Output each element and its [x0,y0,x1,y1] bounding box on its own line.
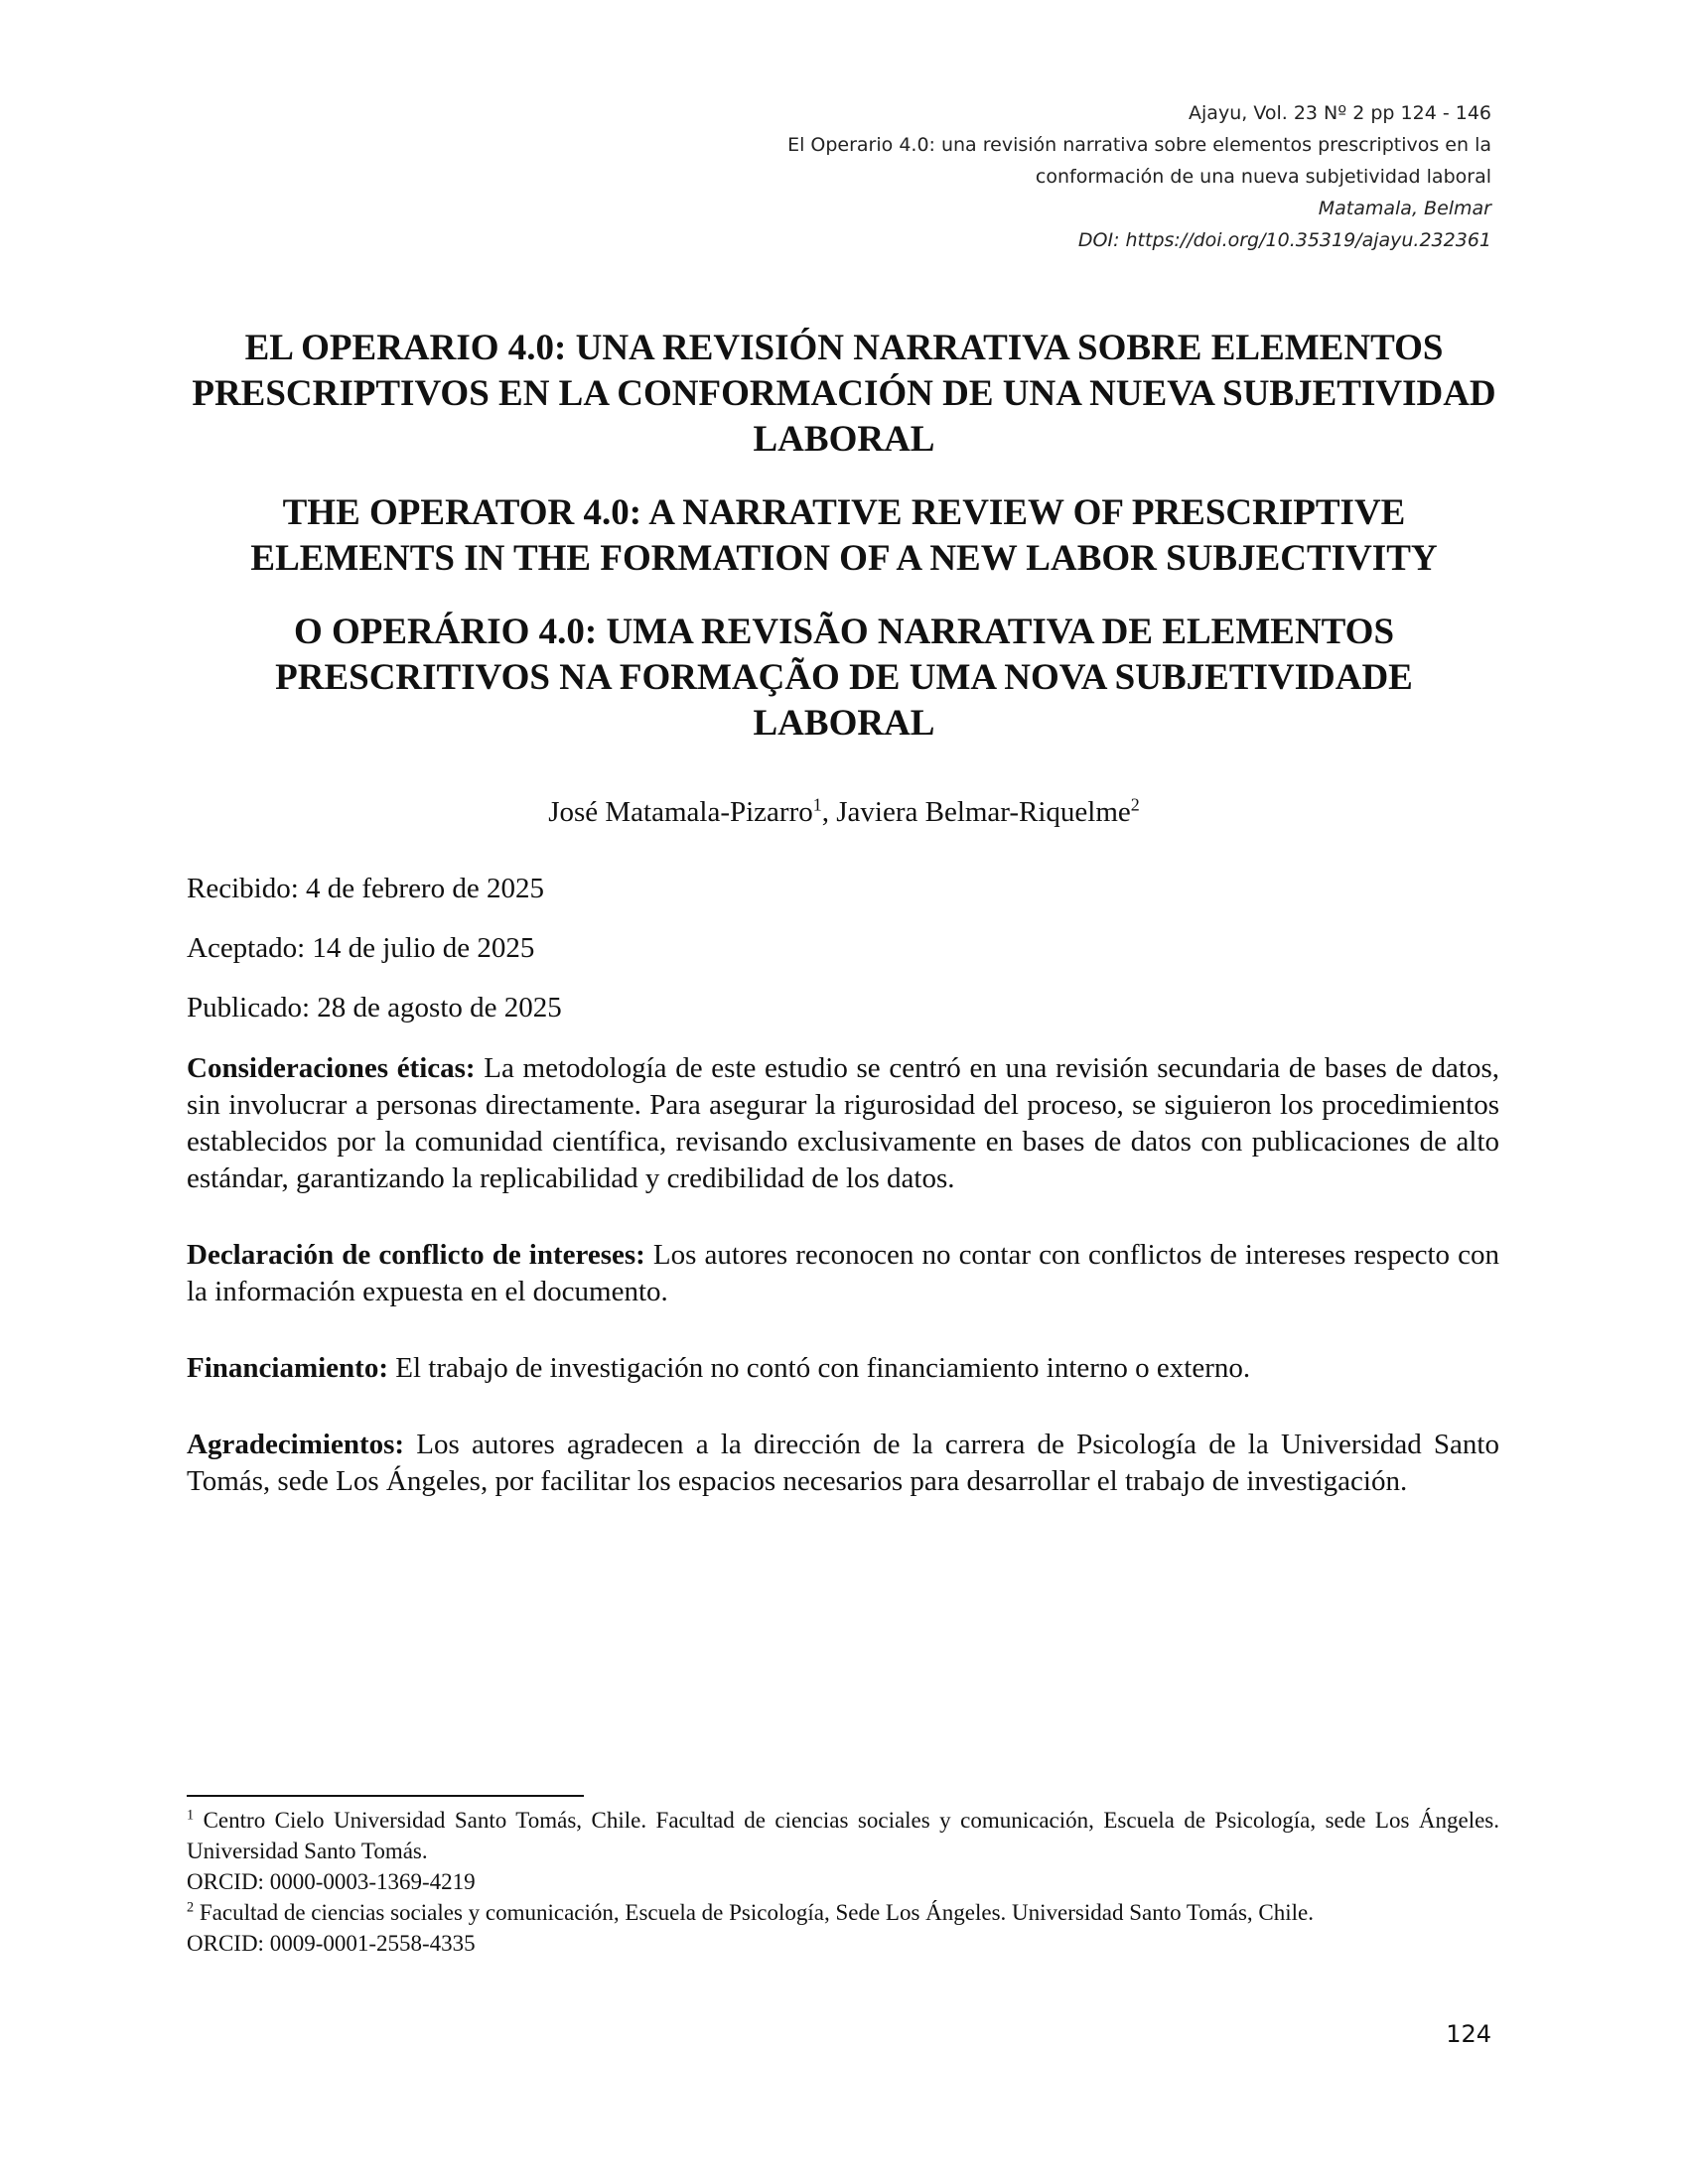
ethics-label: Consideraciones éticas: [187,1052,476,1084]
footnote-2-mark: 2 [187,1899,195,1916]
footnote-2-orcid: ORCID: 0009-0001-2558-4335 [187,1931,476,1956]
author-1-footnote-mark: 1 [812,794,822,815]
footnote-1-mark: 1 [187,1807,195,1824]
conflict-statement [187,1237,1499,1310]
author-2: Javiera Belmar-Riquelme [836,796,1131,828]
footnote-2-text: Facultad de ciencias sociales y comunicación, Escuela de Psicología, Sede Los Ángeles. Universidad Santo Tomás, Chile. [194,1900,1315,1925]
funding-text: El trabajo de investigación no contó con financiamiento interno o externo. [388,1352,1251,1384]
article-titles [187,326,1501,774]
footnotes [187,1805,1499,1959]
journal-citation: Ajayu, Vol. 23 Nº 2 pp 124 - 146 [1189,102,1491,124]
ethics-statement [187,1050,1499,1197]
conflict-text: Los autores reconocen no contar con conflictos de intereses respecto con la información expuesta en el documento. [187,1239,1500,1307]
acknowledgements-text: Los autores agradecen a la dirección de la carrera de Psicología de la Universidad Santo Tomás, sede Los Ángeles, por facilitar los espacios necesarios para desarrollar el trabajo de investigación. [187,1429,1499,1497]
statements [187,1050,1499,1540]
title-spanish: EL OPERARIO 4.0: UNA REVISIÓN NARRATIVA SOBRE ELEMENTOS PRESCRIPTIVOS EN LA CONFORMACIÓN DE UNA NUEVA SUBJETIVIDAD LABORAL [192,328,1496,460]
funding-statement [187,1350,1499,1387]
running-head [787,97,1491,256]
author-2-footnote-mark: 2 [1130,794,1140,815]
short-title-line-2: conformación de una nueva subjetividad laboral [1035,166,1491,188]
author-1: José Matamala-Pizarro [548,796,813,828]
footnote-1 [187,1805,1499,1866]
footnote-1-orcid: ORCID: 0000-0003-1369-4219 [187,1869,476,1894]
funding-label: Financiamiento: [187,1352,388,1384]
accepted-date: Aceptado: 14 de julio de 2025 [187,932,535,964]
acknowledgements-statement [187,1427,1499,1500]
page-number: 124 [1446,2020,1491,2048]
ethics-text: La metodología de este estudio se centró en una revisión secundaria de bases de datos, sin involucrar a personas directamente. Para asegurar la rigurosidad del proceso, se siguieron los procedimientos establecidos por la comunidad científica, revisando exclusivamente en bases de datos con publicaciones de alto estándar, garantizando la replicabilidad y credibilidad de los datos. [187,1052,1499,1194]
title-english: THE OPERATOR 4.0: A NARRATIVE REVIEW OF PRESCRIPTIVE ELEMENTS IN THE FORMATION OF A NEW LABOR SUBJECTIVITY [250,492,1438,579]
conflict-label: Declaración de conflicto de intereses: [187,1239,645,1271]
short-title-line-1: El Operario 4.0: una revisión narrativa sobre elementos prescriptivos en la [787,134,1491,156]
acknowledgements-label: Agradecimientos: [187,1429,405,1460]
author-list [187,792,1501,832]
running-authors: Matamala, Belmar [1318,198,1491,219]
title-portuguese: O OPERÁRIO 4.0: UMA REVISÃO NARRATIVA DE ELEMENTOS PRESCRITIVOS NA FORMAÇÃO DE UMA NOVA SUBJETIVIDADE LABORAL [275,612,1413,744]
published-date: Publicado: 28 de agosto de 2025 [187,992,562,1024]
footnote-1-text: Centro Cielo Universidad Santo Tomás, Chile. Facultad de ciencias sociales y comunicación, Escuela de Psicología, sede Los Ángeles. Universidad Santo Tomás. [187,1808,1499,1863]
doi: DOI: https://doi.org/10.35319/ajayu.232361 [1077,229,1491,251]
received-date: Recibido: 4 de febrero de 2025 [187,873,544,904]
footnote-divider [187,1795,584,1797]
publication-dates [187,859,562,1037]
author-separator: , [821,796,837,828]
footnote-2 [187,1897,1499,1928]
